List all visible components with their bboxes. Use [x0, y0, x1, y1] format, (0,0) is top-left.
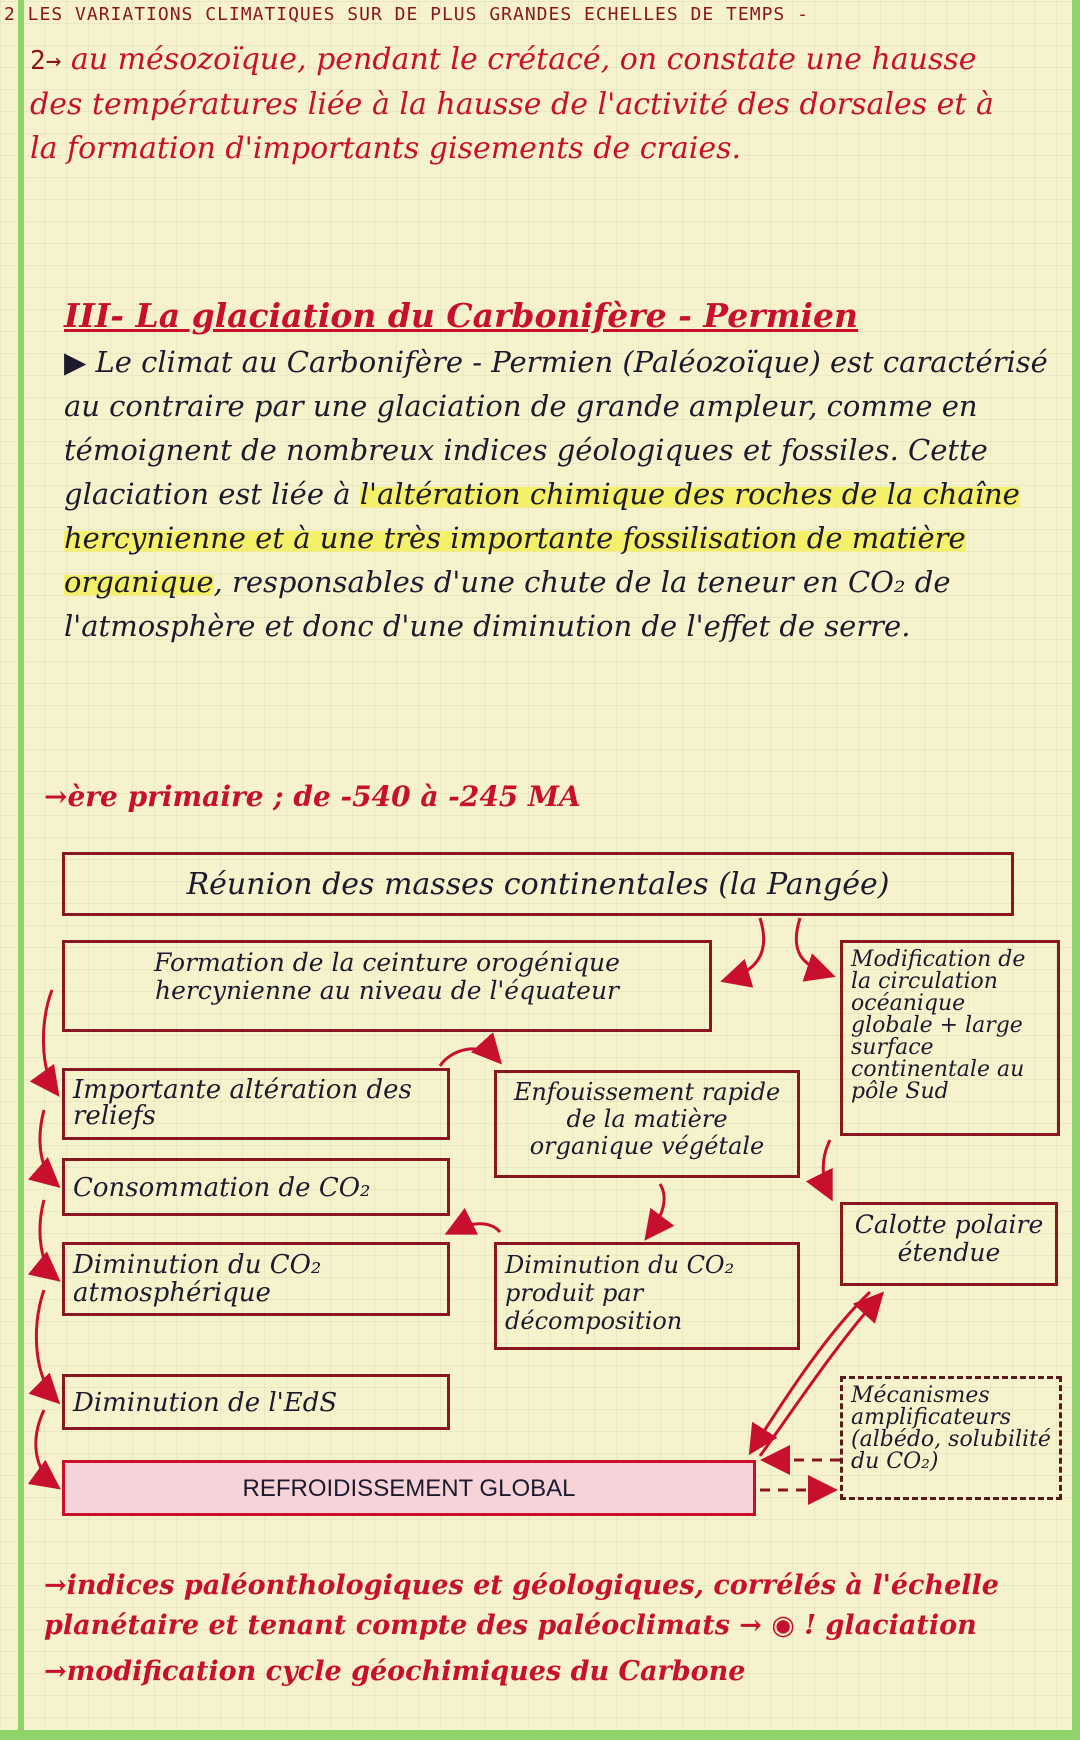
- section-2-paragraph: [30, 38, 1030, 171]
- arrow-pangee-to-ocean: [796, 918, 830, 975]
- box-global-cooling: REFROIDISSEMENT GLOBAL: [62, 1460, 756, 1516]
- margin-line: [18, 0, 24, 1740]
- box-decomposition-co2: Diminution du CO₂ produit par décomposition: [494, 1242, 800, 1350]
- box-relief-alteration: Importante altération des reliefs: [62, 1068, 450, 1140]
- section-3-title: III- La glaciation du Carbonifère - Permien: [64, 296, 859, 335]
- box-ocean-circulation: Modification de la circulation océanique globale + large surface continentale au pôle Sud: [840, 940, 1060, 1136]
- arrow-orogenic-to-alteration: [43, 990, 56, 1092]
- section-3-text-before: ▶ Le climat au Carbonifère - Permien (Paléozoïque) est caractérisé au contraire par une glaciation de grande ampleur, comme en témoignent de nombreux indices géologiques et fossiles. Cette glaciation est liée à: [64, 345, 1048, 511]
- section-3-highlight: l'altération chimique des roches de la chaîne hercynienne et à une très importante fossilisation de matière organique: [64, 477, 1020, 599]
- bottom-note-2: →modification cycle géochimiques du Carbone: [44, 1656, 746, 1687]
- arrow-co2-to-eds: [36, 1290, 56, 1400]
- arrow-alteration-to-consumption: [40, 1110, 56, 1184]
- section-2-text: au mésozoïque, pendant le crétacé, on constate une hausse des températures liée à la hausse de l'activité des dorsales et à la formation d'importants gisements de craies.: [30, 42, 994, 166]
- box-orogenic-belt: Formation de la ceinture orogénique hercynienne au niveau de l'équateur: [62, 940, 712, 1032]
- box-pangee: Réunion des masses continentales (la Pangée): [62, 852, 1014, 916]
- bottom-note-1: →indices paléonthologiques et géologiques, corrélés à l'échelle planétaire et tenant compte des paléoclimats → ◉ ! glaciation: [44, 1570, 999, 1641]
- arrow-eds-to-cooling: [36, 1410, 56, 1486]
- arrow-decomposition-to-co2: [450, 1224, 500, 1232]
- section-3-paragraph: [64, 340, 1054, 648]
- box-co2-consumption: Consommation de CO₂: [62, 1158, 450, 1216]
- arrow-ocean-to-icecap: [823, 1140, 830, 1196]
- box-amplifiers: Mécanismes amplificateurs (albédo, solubilité du CO₂): [840, 1376, 1062, 1500]
- arrow-orogenic-to-burial: [440, 1049, 498, 1066]
- box-greenhouse-decrease: Diminution de l'EdS: [62, 1374, 450, 1430]
- box-organic-burial: Enfouissement rapide de la matière organique végétale: [494, 1070, 800, 1178]
- arrow-burial-to-decomposition: [648, 1184, 664, 1236]
- arrow-consumption-to-co2: [40, 1200, 56, 1278]
- page-header: 2 LES VARIATIONS CLIMATIQUES SUR DE PLUS GRANDES ECHELLES DE TEMPS -: [4, 4, 809, 25]
- arrow-pangee-to-orogenic: [726, 918, 764, 980]
- section-3-text-after: , responsables d'une chute de la teneur en CO₂ de l'atmosphère et donc d'une diminution de l'effet de serre.: [64, 565, 951, 643]
- box-polar-icecap: Calotte polaire étendue: [840, 1202, 1058, 1286]
- bottom-border: [0, 1730, 1080, 1740]
- box-atmospheric-co2: Diminution du CO₂ atmosphérique: [62, 1242, 450, 1316]
- era-note: →ère primaire ; de -540 à -245 MA: [44, 780, 581, 813]
- section-2-number: 2→: [30, 46, 62, 76]
- right-border: [1072, 0, 1080, 1740]
